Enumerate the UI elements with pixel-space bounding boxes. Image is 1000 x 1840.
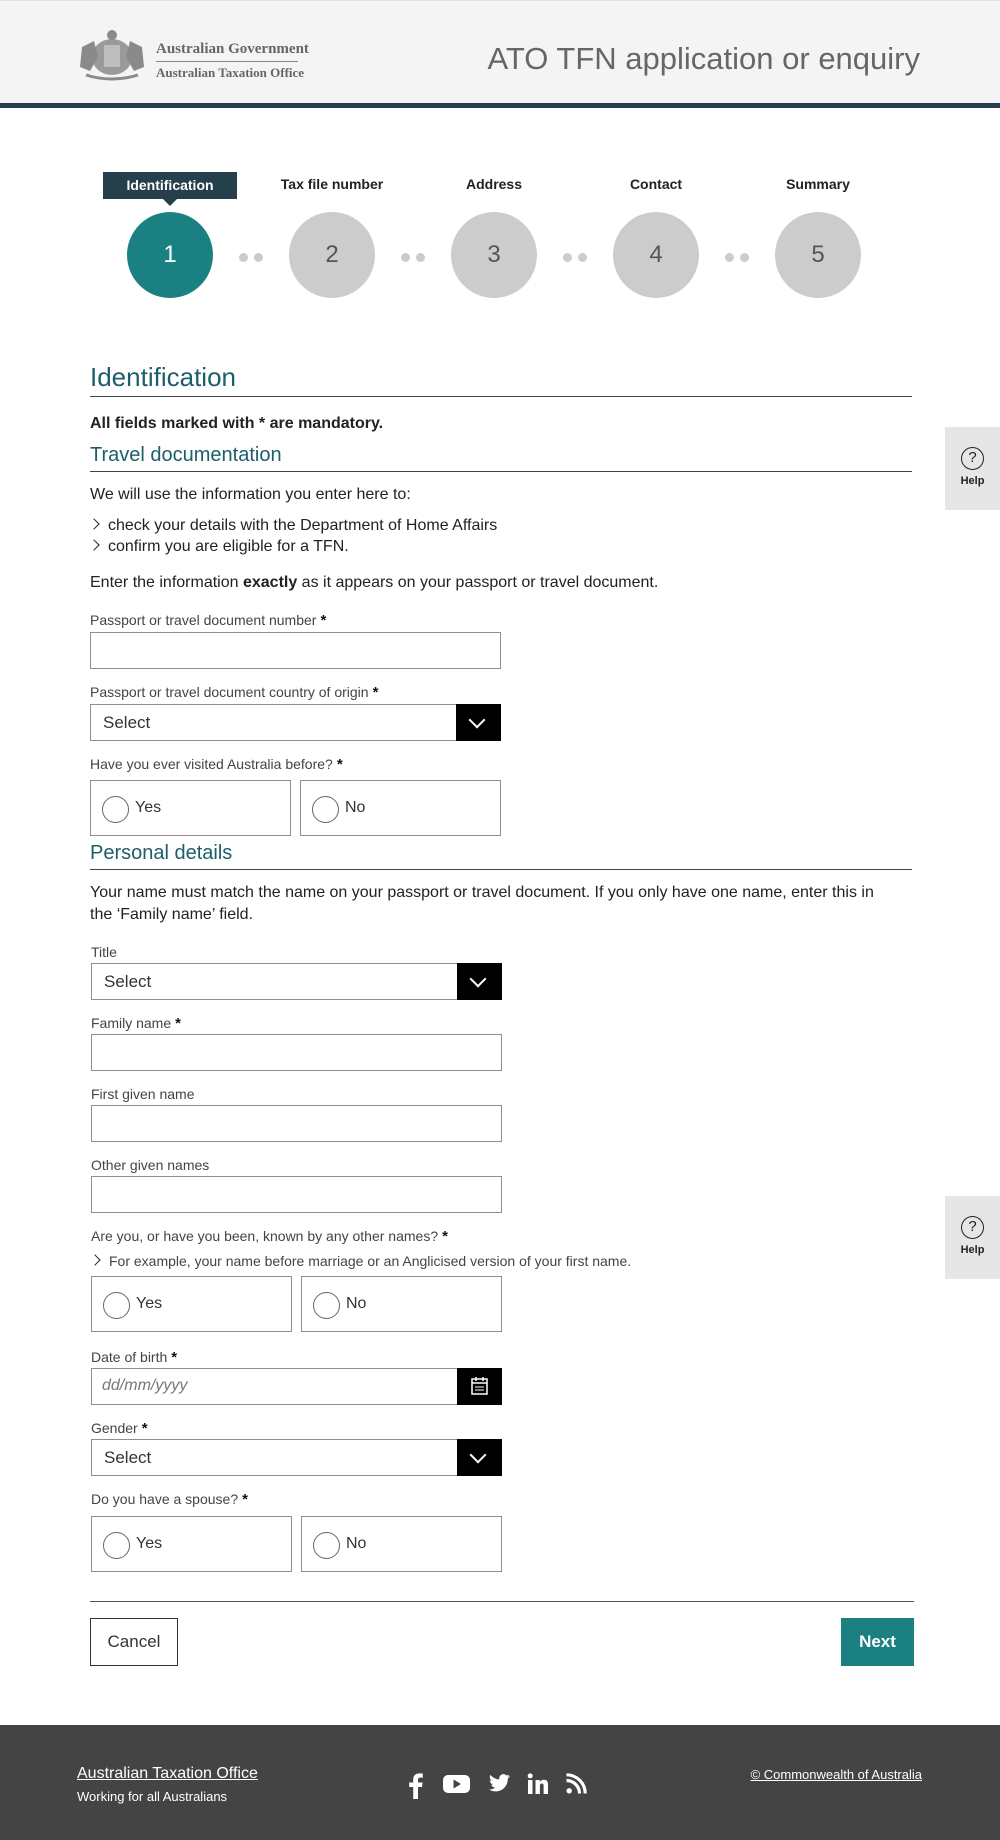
step-circle-3: 3 xyxy=(451,212,537,298)
help-label: Help xyxy=(960,475,985,487)
next-button[interactable]: Next xyxy=(841,1618,914,1666)
app-title: ATO TFN application or enquiry xyxy=(487,41,920,76)
visited-label: Have you ever visited Australia before? * xyxy=(90,756,343,773)
visited-yes-radio[interactable] xyxy=(90,780,291,836)
known-by-label: Are you, or have you been, known by any other names? * xyxy=(91,1228,448,1245)
known-by-no-radio[interactable] xyxy=(301,1276,502,1332)
title-dropdown-button[interactable] xyxy=(457,963,502,1000)
footer-home-link[interactable]: Australian Taxation Office xyxy=(77,1765,258,1782)
copyright-link[interactable]: © Commonwealth of Australia xyxy=(750,1767,922,1782)
passport-number-label: Passport or travel document number * xyxy=(90,612,327,629)
step-circle-5: 5 xyxy=(775,212,861,298)
known-by-hint[interactable]: For example, your name before marriage or an Anglicised version of your first name. xyxy=(91,1253,631,1269)
travel-intro: We will use the information you enter here to: xyxy=(90,486,411,503)
spouse-yes-radio[interactable] xyxy=(91,1516,292,1572)
facebook-icon[interactable] xyxy=(408,1773,424,1799)
step-connector-dot xyxy=(740,253,749,262)
linkedin-icon[interactable] xyxy=(527,1773,549,1795)
country-dropdown-button[interactable] xyxy=(456,704,501,741)
family-name-label: Family name * xyxy=(91,1015,181,1032)
gov-name: Australian Government xyxy=(156,41,309,57)
radio-label: Yes xyxy=(136,1295,163,1312)
chevron-right-icon xyxy=(88,518,99,529)
step-label-tax-file-number: Tax file number xyxy=(280,176,384,192)
footer-tagline: Working for all Australians xyxy=(77,1789,228,1804)
passport-number-input[interactable] xyxy=(90,632,501,669)
youtube-icon[interactable] xyxy=(443,1773,470,1795)
radio-circle[interactable] xyxy=(103,1292,130,1319)
divider xyxy=(90,869,912,870)
step-connector-dot xyxy=(416,253,425,262)
known-by-yes-radio[interactable] xyxy=(91,1276,292,1332)
divider xyxy=(156,61,298,62)
radio-circle[interactable] xyxy=(313,1532,340,1559)
title-select-value: Select xyxy=(104,972,152,991)
dob-placeholder: dd/mm/yyyy xyxy=(102,1377,188,1394)
cancel-button[interactable]: Cancel xyxy=(90,1618,178,1666)
radio-label: Yes xyxy=(135,799,162,816)
step-circle-1: 1 xyxy=(127,212,213,298)
help-icon: ? xyxy=(961,1216,984,1239)
section-title-travel: Travel documentation xyxy=(90,444,282,466)
step-label-summary: Summary xyxy=(786,176,850,192)
radio-label: No xyxy=(345,799,366,816)
divider xyxy=(90,471,912,472)
divider xyxy=(90,396,912,397)
family-name-input[interactable] xyxy=(91,1034,502,1071)
site-header xyxy=(0,0,1000,108)
radio-circle[interactable] xyxy=(313,1292,340,1319)
chevron-down-icon xyxy=(470,971,487,988)
list-item: confirm you are eligible for a TFN. xyxy=(90,538,349,556)
radio-circle[interactable] xyxy=(312,796,339,823)
rss-icon[interactable] xyxy=(566,1773,587,1794)
help-button[interactable] xyxy=(945,1196,1000,1279)
step-connector-dot xyxy=(254,253,263,262)
dob-label: Date of birth * xyxy=(91,1349,178,1366)
gender-select[interactable] xyxy=(91,1439,502,1476)
chevron-right-icon xyxy=(89,1254,100,1265)
first-name-label: First given name xyxy=(91,1086,195,1102)
radio-label: Yes xyxy=(136,1535,163,1552)
country-select[interactable] xyxy=(90,704,501,741)
title-label: Title xyxy=(91,944,117,960)
title-select[interactable] xyxy=(91,963,502,1000)
help-label: Help xyxy=(960,1244,985,1256)
step-label-identification: Identification xyxy=(103,172,237,199)
radio-label: No xyxy=(346,1535,367,1552)
step-label-address: Address xyxy=(465,176,523,192)
radio-label: No xyxy=(346,1295,367,1312)
radio-circle[interactable] xyxy=(103,1532,130,1559)
chevron-down-icon xyxy=(469,712,486,729)
twitter-icon[interactable] xyxy=(487,1773,511,1795)
gender-select-value: Select xyxy=(104,1448,152,1467)
list-item: check your details with the Department of Home Affairs xyxy=(90,517,497,535)
step-label-contact: Contact xyxy=(629,176,683,192)
step-circle-4: 4 xyxy=(613,212,699,298)
other-names-label: Other given names xyxy=(91,1157,210,1173)
first-name-input[interactable] xyxy=(91,1105,502,1142)
chevron-right-icon xyxy=(88,539,99,550)
chevron-down-icon xyxy=(470,1447,487,1464)
calendar-button[interactable] xyxy=(457,1368,502,1405)
spouse-label: Do you have a spouse? * xyxy=(91,1491,248,1508)
country-label: Passport or travel document country of origin * xyxy=(90,684,379,701)
coat-of-arms-logo xyxy=(76,27,148,83)
dob-input[interactable] xyxy=(91,1368,502,1405)
page-title: Identification xyxy=(90,362,236,392)
agency-name: Australian Taxation Office xyxy=(156,65,305,80)
divider xyxy=(90,1601,914,1602)
step-connector-dot xyxy=(578,253,587,262)
step-connector-dot xyxy=(725,253,734,262)
step-connector-dot xyxy=(401,253,410,262)
step-connector-dot xyxy=(563,253,572,262)
radio-circle[interactable] xyxy=(102,796,129,823)
site-footer xyxy=(0,1725,1000,1840)
mandatory-note: All fields marked with * are mandatory. xyxy=(90,415,384,432)
help-icon: ? xyxy=(961,447,984,470)
step-connector-dot xyxy=(239,253,248,262)
step-pointer xyxy=(162,198,178,206)
travel-instruction: Enter the information exactly as it appears on your passport or travel document. xyxy=(90,574,659,591)
step-circle-2: 2 xyxy=(289,212,375,298)
visited-no-radio[interactable] xyxy=(300,780,501,836)
help-button[interactable] xyxy=(945,427,1000,510)
section-title-personal: Personal details xyxy=(90,842,233,864)
gender-dropdown-button[interactable] xyxy=(457,1439,502,1476)
gender-label: Gender * xyxy=(91,1420,148,1437)
spouse-no-radio[interactable] xyxy=(301,1516,502,1572)
calendar-icon xyxy=(457,1368,502,1405)
country-select-value: Select xyxy=(103,713,151,732)
personal-intro: Your name must match the name on your passport or travel document. If you only have one name, enter this in the ‘Family name’ field. xyxy=(90,884,874,923)
other-names-input[interactable] xyxy=(91,1176,502,1213)
